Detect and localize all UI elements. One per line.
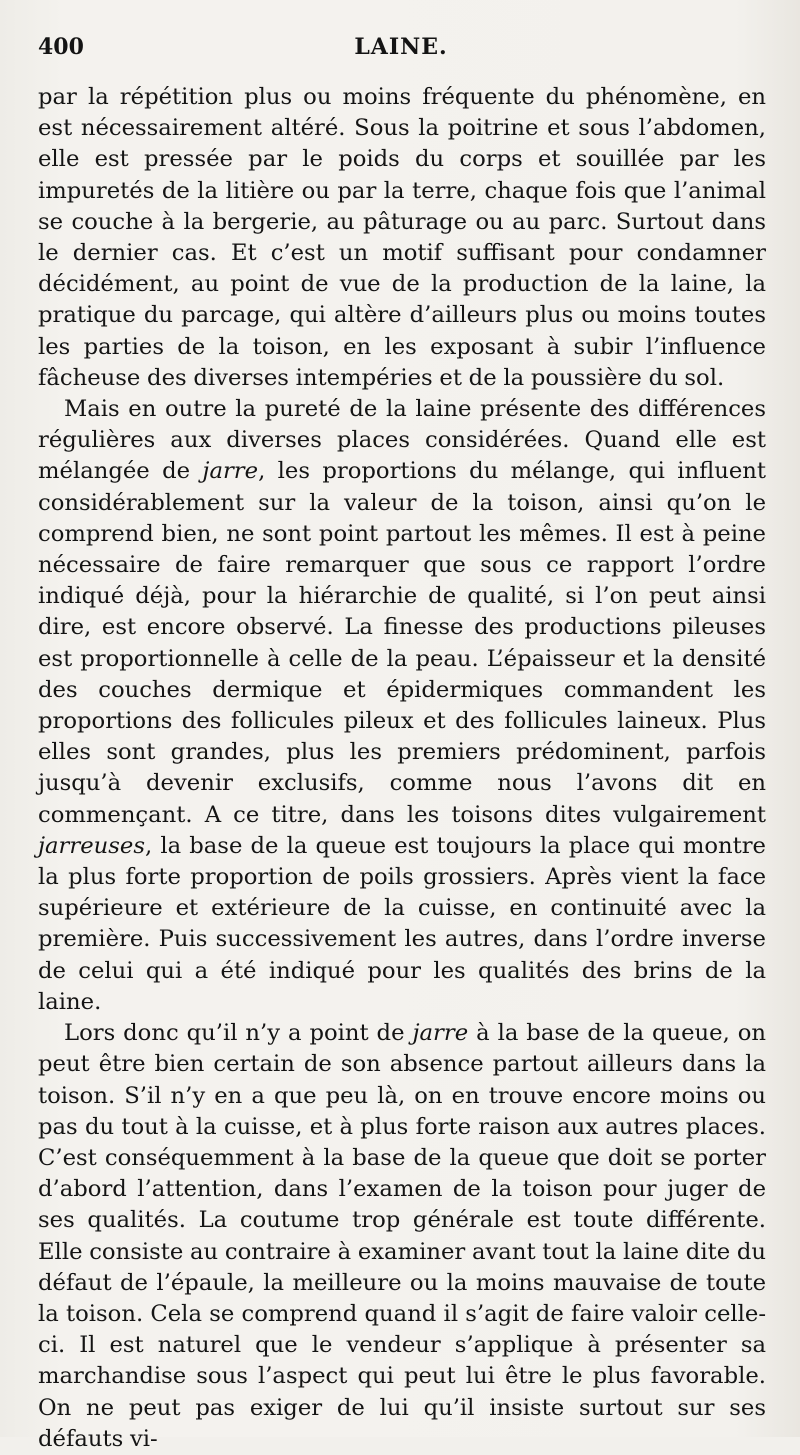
paragraph-2 [38, 394, 766, 1018]
paragraph-1 [38, 82, 766, 394]
text-segment: par la répétition plus ou moins fréquente du phénomène, en est nécessairement altéré. Sous la poitrine et sous l’abdomen, elle est pressée par le poids du corps et souillée par les impuretés de la litière ou par la terre, chaque fois que l’animal se couche à la bergerie, au pâturage ou au parc. Surtout dans le dernier cas. Et c’est un motif suffisant pour condamner décidément, au point de vue de la production de la laine, la pratique du parcage, qui altère d’ailleurs plus ou moins toutes les parties de la toison, en les exposant à subir l’influence fâcheuse des diverses intempéries et de la poussière du sol. [38, 84, 766, 391]
text-segment: Mais en outre la pureté de la laine présente des différences régulières aux diverses places considérées. Quand elle est mélangée de [38, 396, 766, 485]
text-segment: , les proportions du mélange, qui influent considérablement sur la valeur de la toison, ainsi qu’on le comprend bien, ne sont point partout les mêmes. Il est à peine nécessaire de faire remarquer que sous ce rapport l’ordre indiqué déjà, pour la hiérarchie de qualité, si l’on peut ainsi dire, est encore observé. La finesse des productions pileuses est proportionnelle à celle de la peau. L’épaisseur et la densité des couches dermique et épidermiques commandent les proportions des follicules pileux et des follicules laineux. Plus elles sont grandes, plus les premiers prédominent, parfois jusqu’à devenir exclusifs, comme nous l’avons dit en commençant. A ce titre, dans les toisons dites vulgairement [38, 458, 766, 828]
running-head: LAINE. [354, 34, 448, 60]
paragraph-3 [38, 1018, 766, 1455]
italic-term: jarreuses [38, 832, 146, 859]
text-segment: Lors donc qu’il n’y a point de [64, 1020, 413, 1047]
page-header [38, 30, 764, 70]
italic-term: jarre [202, 458, 259, 485]
text-segment: à la base de la queue, on peut être bien certain de son absence partout ailleurs dans la toison. S’il n’y en a que peu là, on en trouve encore moins ou pas du tout à la cuisse, et à plus forte raison aux autres places. C’est conséquemment à la base de la queue que doit se porter d’abord l’attention, dans l’examen de la toison pour juger de ses qualités. La coutume trop générale est toute différente. Elle consiste au contraire à examiner avant tout la laine dite du défaut de l’épaule, la meilleure ou la moins mauvaise de toute la toison. Cela se comprend quand il s’agit de faire valoir celle-ci. Il est naturel que le vendeur s’applique à présenter sa marchandise sous l’aspect qui peut lui être le plus favorable. On ne peut pas exiger de lui qu’il insiste surtout sur ses défauts vi- [38, 1020, 766, 1452]
page-number: 400 [38, 34, 84, 60]
text-segment: , la base de la queue est toujours la place qui montre la plus forte proportion de poils grossiers. Après vient la face supérieure et extérieure de la cuisse, en continuité avec la première. Puis successivement les autres, dans l’ordre inverse de celui qui a été indiqué pour les qualités des brins de la laine. [38, 832, 766, 1015]
italic-term: jarre [412, 1020, 469, 1047]
body-text [38, 82, 766, 1455]
